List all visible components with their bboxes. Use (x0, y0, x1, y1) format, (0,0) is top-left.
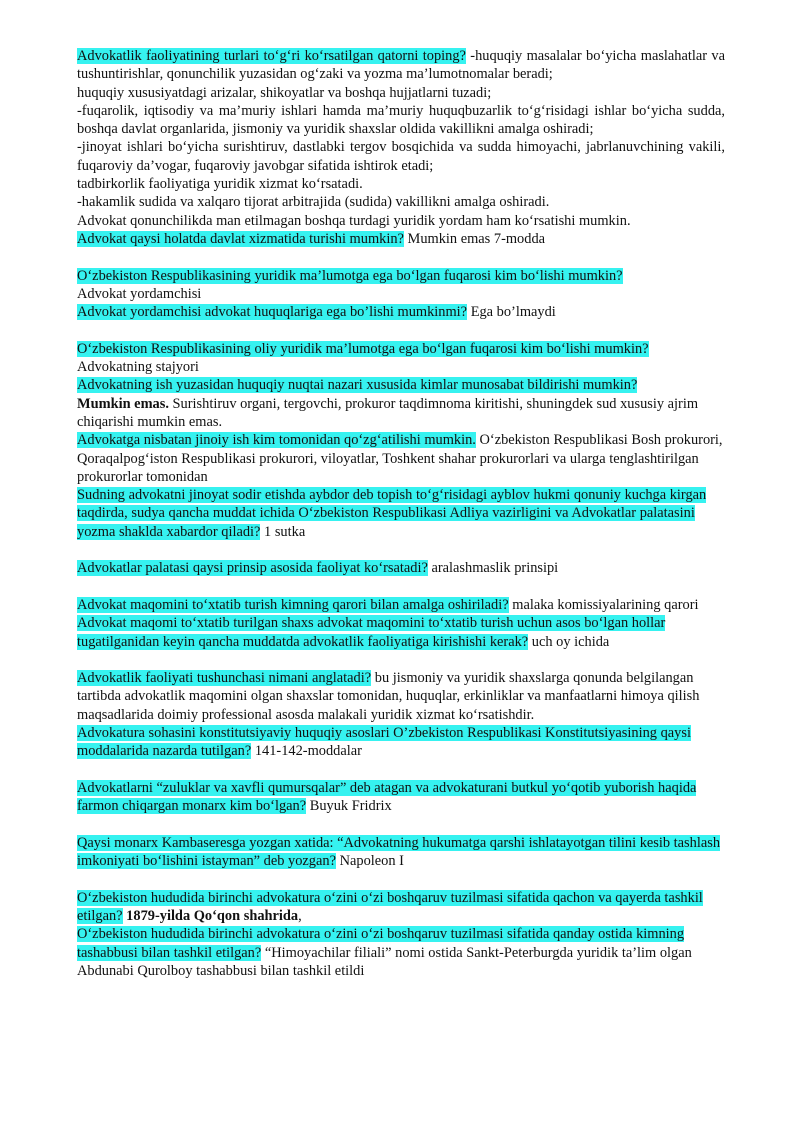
answer-text: Surishtiruv organi, tergovchi, prokuror taqdimnoma kiritishi, shuningdek sud xususiy ajrim chiqarishi mumkin emas. (77, 395, 699, 430)
answer-text: 1 sutka (264, 523, 306, 540)
answer-text: Ega bo’lmaydi (470, 304, 556, 321)
answer-line: -hakamlik sudida va xalqaro tijorat arbitrajida (sudida) vakillikni amalga oshiradi. (77, 194, 550, 211)
qa-block-2 (77, 230, 725, 248)
question-text: Advokatlar palatasi qaysi prinsip asosida faoliyat ko‘rsatadi? (77, 560, 428, 577)
answer-bold-text: Mumkin emas. (77, 395, 169, 412)
qa-block-4 (77, 303, 725, 321)
answer-text: -huquqiy masalalar bo‘yicha maslahatlar va tushuntirishlar, qonunchilik yuzasidan og‘zaki va yozma ma’lumotnomalar beradi; (77, 48, 725, 83)
question-text: Advokatga nisbatan jinoiy ish kim tomonidan qo‘zg‘atilishi mumkin. (77, 432, 476, 449)
question-text: Advokat maqomi to‘xtatib turilgan shaxs advokat maqomini to‘xtatib turish uchun asos bo‘lgan hollar tugatilganidan keyin qancha muddatda advokatlik faoliyatiga kirishishi kerak? (77, 615, 666, 650)
question-text: O‘zbekiston Respublikasining yuridik ma’lumotga ega bo‘lgan fuqarosi kim bo‘lishi mumkin? (77, 267, 623, 284)
qa-block-16 (77, 889, 725, 926)
qa-block-9 (77, 559, 725, 577)
qa-block-10 (77, 596, 725, 614)
question-text: O‘zbekiston hududida birinchi advokatura o‘zini o‘zi boshqaruv tuzilmasi sifatida qachon va qayerda tashkil etilgan? (77, 889, 703, 924)
question-text: Advokat yordamchisi advokat huquqlariga ega bo’lishi mumkinmi? (77, 304, 468, 321)
answer-text: Napoleon I (339, 853, 404, 870)
question-text: Advokatura sohasini konstitutsiyaviy huquqiy asoslari O’zbekiston Respublikasi Konstitutsiyasining qaysi moddalarida nazarda tutilgan? (77, 724, 691, 760)
answer-text: malaka komissiyalarining qarori (512, 596, 699, 613)
answer-text: bu jismoniy va yuridik shaxslarga qonunda belgilangan tartibda advokatlik maqomini olgan shaxslar tomonidan, huquqlar, erkinliklar va manfaatlarni himoya qilish maqsadlarida doimiy professional asosda malakali yuridik xizmat ko‘rsatishdir. (77, 670, 700, 723)
qa-block-14 (77, 779, 725, 816)
question-text: Advokatlik faoliyati tushunchasi nimani anglatadi? (77, 670, 372, 687)
answer-text: 141-142-moddalar (254, 743, 362, 760)
qa-block-13 (77, 724, 725, 761)
qa-block-8 (77, 486, 725, 541)
answer-line: Advokat qonunchilikda man etilmagan boshqa turdagi yuridik yordam ham ko‘rsatishi mumkin. (77, 212, 631, 229)
question-text: Qaysi monarx Kambaseresga yozgan xatida: “Advokatning hukumatga qarshi ishlatayotgan tilini kesib tashlash imkoniyati bo‘lishini istayman” deb yozgan? (77, 834, 721, 870)
answer-text: uch oy ichida (531, 633, 610, 650)
answer-text: Advokatning stajyori (77, 359, 199, 376)
answer-bold-text: 1879-yilda Qo‘qon shahrida (126, 907, 299, 924)
answer-text: Advokat yordamchisi (77, 285, 202, 302)
answer-line: -fuqarolik, iqtisodiy va ma’muriy ishlari hamda ma’muriy huquqbuzarlik to‘g‘risidagi ishlar bo‘yicha sudda, boshqa davlat organlarida, jismoniy va yuridik shaxslar oldida vakillikni amalga oshiradi; (77, 102, 725, 138)
answer-text: Buyuk Fridrix (309, 798, 392, 815)
question-text: Advokat qaysi holatda davlat xizmatida turishi mumkin? (77, 230, 404, 247)
answer-text: , (298, 907, 302, 924)
answer-text: “Himoyachilar filiali” nomi ostida Sankt-Peterburgda yuridik ta’lim olgan Abdunabi Qurolboy tashabbusi bilan tashkil etildi (77, 944, 692, 979)
qa-block-15 (77, 834, 725, 871)
qa-block-3 (77, 267, 725, 285)
answer-text: aralashmaslik prinsipi (431, 560, 559, 577)
question-text: O‘zbekiston Respublikasining oliy yuridik ma’lumotga ega bo‘lgan fuqarosi kim bo‘lishi mumkin? (77, 340, 649, 357)
answer-text: O‘zbekiston Respublikasi Bosh prokurori, Qoraqalpog‘iston Respublikasi prokurori, viloyatlar, Toshkent shahar prokurorlari va ularga tenglashtirilgan prokurorlar tomonidan (77, 432, 723, 485)
document-page (77, 47, 725, 980)
qa-block-11 (77, 614, 725, 651)
qa-block-5 (77, 340, 725, 358)
question-text: Advokatning ish yuzasidan huquqiy nuqtai nazari xususida kimlar munosabat bildirishi mumkin? (77, 377, 638, 394)
question-text: Advokat maqomini to‘xtatib turish kimning qarori bilan amalga oshiriladi? (77, 596, 509, 613)
qa-block-17 (77, 925, 725, 980)
question-text: Sudning advokatni jinoyat sodir etishda aybdor deb topish to‘g‘risidagi ayblov hukmi qonuniy kuchga kirgan taqdirda, sudya qancha muddat ichida O‘zbekiston Respublikasi Adliya vazirligini va Advokatlar palatasini yozma shaklda xabardor qiladi? (77, 487, 707, 540)
answer-line: tadbirkorlik faoliyatiga yuridik xizmat ko‘rsatadi. (77, 176, 363, 193)
question-text: Advokatlik faoliyatining turlari to‘g‘ri ko‘rsatilgan qatorni toping? (77, 48, 466, 64)
question-text: Advokatlarni “zuluklar va xavfli qumursqalar” deb atagan va advokaturani butkul yo‘qotib yuborish haqida farmon chiqargan monarx kim bo‘lgan? (77, 779, 697, 815)
answer-line: -jinoyat ishlari bo‘yicha surishtiruv, dastlabki tergov bosqichida va sudda himoyachi, jabrlanuvchining vakili, fuqaroviy da’vogar, fuqaroviy javobgar sifatida ishtirok etadi; (77, 139, 725, 174)
qa-block-7 (77, 431, 725, 486)
answer-text: Mumkin emas 7-modda (407, 230, 546, 247)
question-text: O‘zbekiston hududida birinchi advokatura o‘zini o‘zi boshqaruv tuzilmasi sifatida qanday ostida kimning tashabbusi bilan tashkil etilgan? (77, 926, 685, 961)
answer-line: huquqiy xususiyatdagi arizalar, shikoyatlar va boshqa hujjatlarni tuzadi; (77, 84, 492, 101)
qa-block-12 (77, 669, 725, 724)
qa-block-6 (77, 376, 725, 431)
qa-block-1 (77, 47, 725, 84)
